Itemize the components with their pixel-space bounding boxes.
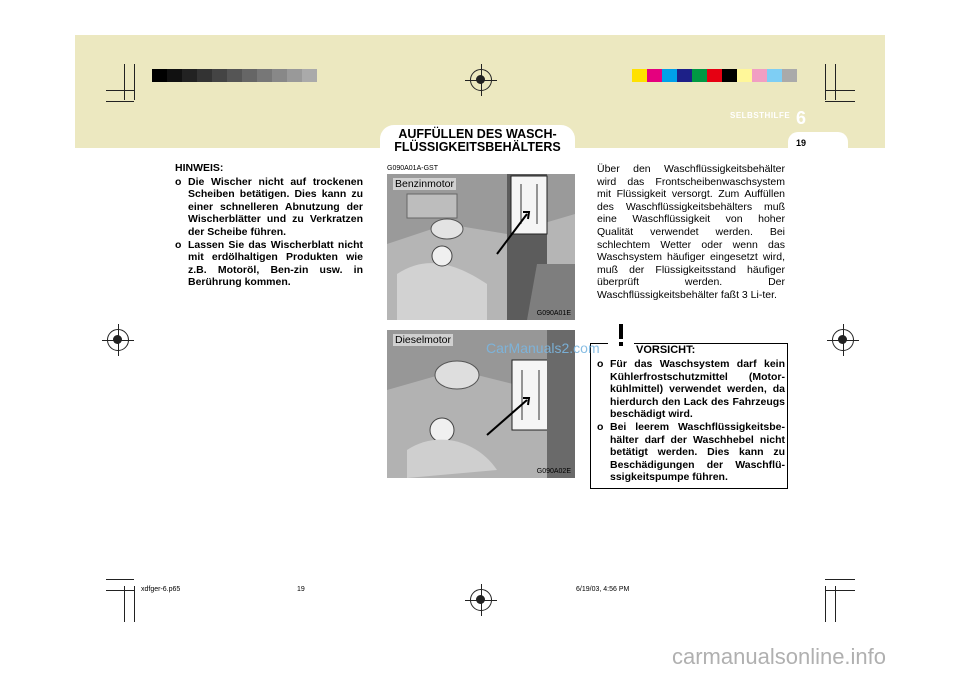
crop-mark (106, 579, 134, 580)
note-block (175, 162, 363, 289)
title-line-2: FLÜSSIGKEITSBEHÄLTERS (394, 140, 561, 154)
crop-mark (106, 101, 134, 102)
page-title (380, 128, 575, 154)
color-swatch (767, 69, 782, 82)
color-swatch (182, 69, 197, 82)
photo-label: Dieselmotor (395, 334, 452, 346)
list-item (175, 176, 363, 239)
color-swatch (212, 69, 227, 82)
footer-date: 6/19/03, 4:56 PM (576, 586, 630, 593)
engine-photo-petrol (387, 174, 575, 320)
reference-code: G090A01A-GST (387, 165, 438, 172)
crop-mark (825, 101, 855, 102)
color-swatch (152, 69, 167, 82)
registration-target-icon (470, 589, 492, 611)
caution-text: Bei leerem Waschflüssigkeitsbe-hälter darf der Waschhebel nicht betätigt werden. Dies kann zu Beschädigungen der Waschflü-ssigkeitspumpe führen. (610, 420, 785, 484)
color-swatch (227, 69, 242, 82)
engine-illustration-icon (387, 174, 575, 320)
watermark: CarManuals2.com (486, 340, 600, 356)
warning-exclamation-icon (608, 322, 634, 348)
crop-mark (825, 586, 826, 622)
registration-target-icon (470, 69, 492, 91)
color-swatch (707, 69, 722, 82)
color-swatch (722, 69, 737, 82)
chapter-number: 6 (796, 108, 807, 128)
photo-label: Benzinmotor (395, 178, 454, 190)
body-paragraph: Über den Waschflüssigkeitsbehälter wird das Frontscheibenwaschsystem mit Flüssigkeit versorgt. Zum Auffüllen des Waschflüssigkeitsbehälters muß eine Waschflüssigkeit von hoher Qualität verwendet werden. Bei schlechtem Wetter oder wenn das Waschsystem häufiger eingesetzt wird, muß der Flüssigkeitsstand häufiger überprüft werden. Der Waschflüssigkeitsbehälter faßt 3 Li-ter. (597, 163, 785, 301)
crop-mark (106, 90, 134, 91)
caution-list (597, 358, 785, 484)
crop-mark (124, 64, 125, 100)
photo-code: G090A02E (536, 468, 571, 475)
list-item (597, 421, 785, 484)
color-swatch (272, 69, 287, 82)
color-swatch (287, 69, 302, 82)
bullet: o (175, 238, 182, 251)
page-number: 19 (796, 138, 807, 148)
gray-calibration-bar (152, 69, 317, 82)
crop-mark (134, 64, 135, 100)
color-swatch (692, 69, 707, 82)
color-swatch (752, 69, 767, 82)
bullet: o (597, 358, 604, 370)
registration-target-icon (832, 329, 854, 351)
note-text: Die Wischer nicht auf trockenen Scheiben betätigen. Dies kann zu einer schnelleren Abnutzung der Wischerblätter und zu Verkratzen der Scheibe führen. (188, 175, 363, 238)
section-label: SELBSTHILFE (730, 111, 791, 120)
crop-mark (825, 590, 855, 591)
crop-mark (106, 590, 134, 591)
color-calibration-bar (632, 69, 797, 82)
crop-mark (825, 64, 826, 100)
caution-heading: VORSICHT: (636, 344, 696, 356)
list-item (597, 358, 785, 421)
footer-page: 19 (297, 586, 305, 593)
color-swatch (167, 69, 182, 82)
crop-mark (825, 579, 855, 580)
note-heading: HINWEIS: (175, 162, 224, 174)
color-swatch (257, 69, 272, 82)
bullet: o (175, 175, 182, 188)
list-item (175, 239, 363, 289)
caution-text: Für das Waschsystem darf kein Kühlerfrostschutzmittel (Motor-kühlmittel) verwendet werden, da hierdurch den Lack des Fahrzeugs beschädigt wird. (610, 358, 785, 421)
photo-code: G090A01E (536, 310, 571, 317)
color-swatch (782, 69, 797, 82)
color-swatch (197, 69, 212, 82)
crop-mark (134, 586, 135, 622)
bullet: o (597, 420, 604, 433)
color-swatch (242, 69, 257, 82)
crop-mark (825, 90, 855, 91)
crop-mark (835, 64, 836, 100)
footer-file: xdfger-6.p65 (141, 586, 181, 593)
title-line-1: AUFFÜLLEN DES WASCH- (398, 127, 557, 141)
color-swatch (662, 69, 677, 82)
color-swatch (647, 69, 662, 82)
site-watermark: carmanualsonline.info (672, 644, 887, 669)
registration-target-icon (107, 329, 129, 351)
color-swatch (677, 69, 692, 82)
crop-mark (124, 586, 125, 622)
note-text: Lassen Sie das Wischerblatt nicht mit erdölhaltigen Produkten wie z.B. Motoröl, Ben-zin usw. in Berührung kommen. (188, 238, 363, 289)
crop-mark (835, 586, 836, 622)
color-swatch (302, 69, 317, 82)
color-swatch (737, 69, 752, 82)
color-swatch (632, 69, 647, 82)
